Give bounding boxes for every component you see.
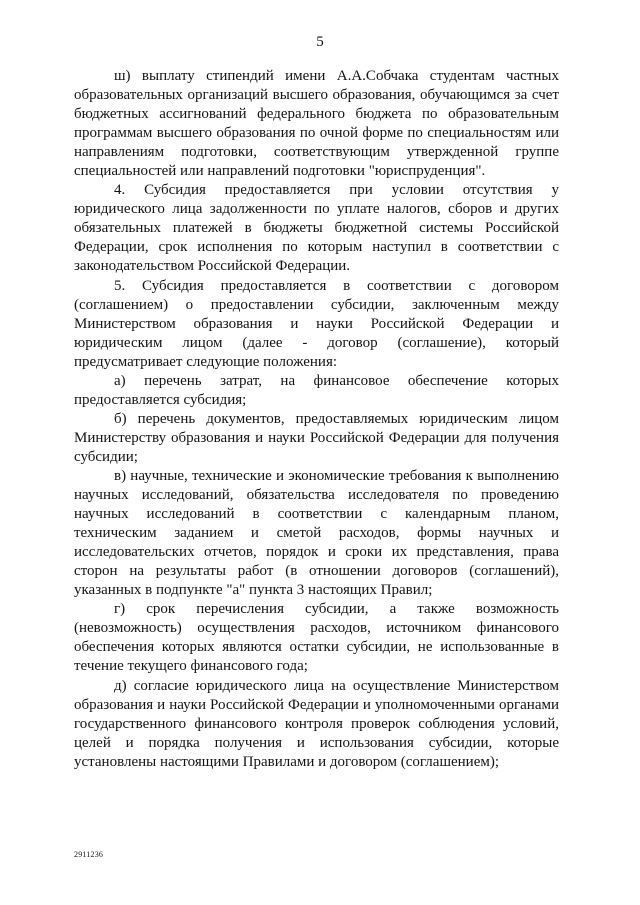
paragraph-g-transfer-term: г) срок перечисления субсидии, а также возможность (невозможность) осуществления расходов, источником финансового обеспечения которых являются остатки субсидии, не использованные в течение текущего финансового года; bbox=[74, 601, 559, 675]
paragraph-5-subsidy-agreement: 5. Субсидия предоставляется в соответствии с договором (соглашением) о предоставлении субсидии, заключенным между Министерством образования и науки Российской Федерации и юридическим лицом (далее - договор (соглашение), который предусматривает следующие положения: bbox=[74, 277, 559, 370]
paragraph-a-costs-list: а) перечень затрат, на финансовое обеспечение которых предоставляется субсидия; bbox=[74, 372, 559, 408]
paragraph-d-consent-to-audits: д) согласие юридического лица на осуществление Министерством образования и науки Российской Федерации и уполномоченными органами государственного финансового контроля проверок соблюдения условий, целей и порядка получения и использования субсидии, которые установлены настоящими Правилами и договором (соглашением); bbox=[74, 677, 559, 770]
paragraph-b-documents-list: б) перечень документов, предоставляемых юридическим лицом Министерству образования и науки Российской Федерации для получения субсидии; bbox=[74, 410, 559, 465]
paragraph-4-subsidy-condition: 4. Субсидия предоставляется при условии отсутствия у юридического лица задолженности по уплате налогов, сборов и других обязательных платежей в бюджеты бюджетной системы Российской Федерации, срок исполнения по которым наступил в соответствии с законодательством Российской Федерации. bbox=[74, 182, 559, 275]
paragraph-sh-stipends: ш) выплату стипендий имени А.А.Собчака студентам частных образовательных организаций высшего образования, обучающимся за счет бюджетных ассигнований федерального бюджета по образовательным программам высшего образования по очной форме по специальностям или направлениям подготовки, соответствующим утвержденной группе специальностей или направлений подготовки "юриспруденция". bbox=[74, 68, 559, 180]
document-code: 2911236 bbox=[74, 850, 104, 859]
page-number: 5 bbox=[316, 34, 324, 50]
paragraph-v-research-requirements: в) научные, технические и экономические требования к выполнению научных исследований, обязательства исследователя по проведению научных исследований в соответствии с календарным планом, техническим заданием и сметой расходов, формы научных и исследовательских отчетов, порядок и сроки их представления, права сторон на результаты работ (в отношении договоров (соглашений), указанных в подпункте "а" пункта 3 настоящих Правил; bbox=[74, 467, 559, 599]
document-body bbox=[74, 67, 559, 772]
